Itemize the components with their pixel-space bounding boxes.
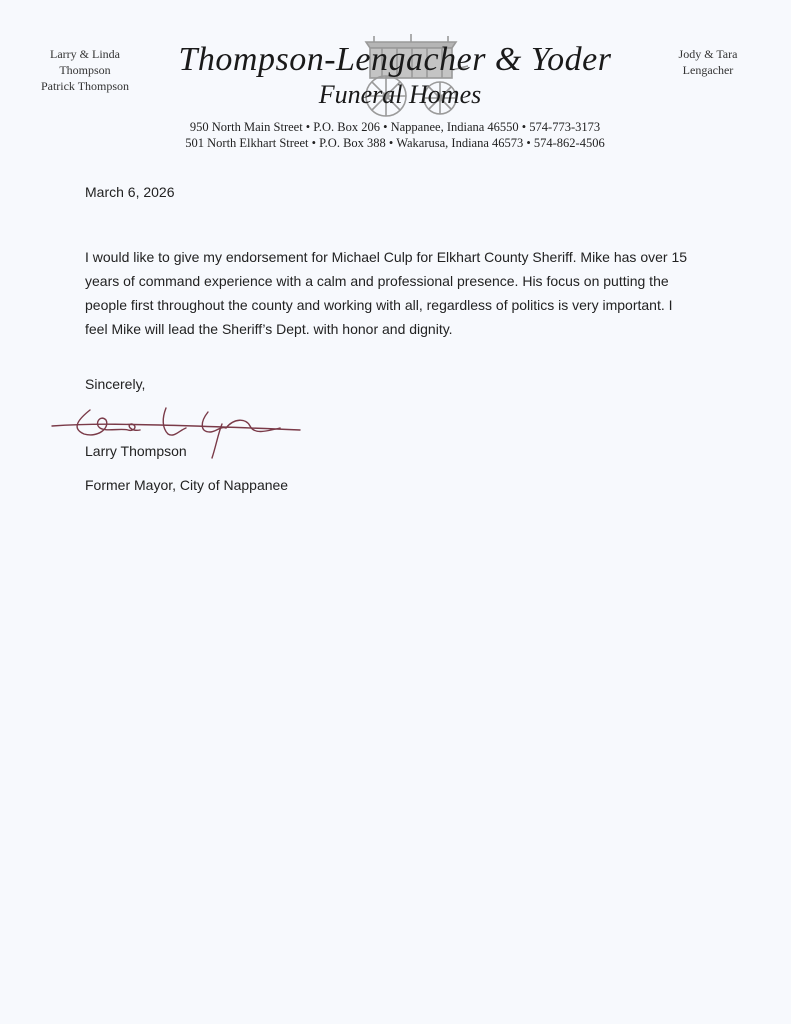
firm-name: Thompson-Lengacher & Yoder (178, 41, 612, 78)
owners-right (648, 46, 768, 78)
owners-left-line: Thompson (59, 63, 111, 77)
address-line-nappanee: 950 North Main Street • P.O. Box 206 • Nappanee, Indiana 46550 • 574-773-3173 (189, 120, 601, 134)
owners-left-line: Larry & Linda (50, 47, 120, 61)
owners-right-line: Lengacher (682, 63, 734, 77)
owners-right-line: Jody & Tara (678, 47, 738, 61)
letter-closing: Sincerely, (85, 376, 146, 392)
signer-title: Former Mayor, City of Nappanee (85, 477, 289, 493)
owners-left-line: Patrick Thompson (40, 79, 130, 93)
address-line-wakarusa: 501 North Elkhart Street • P.O. Box 388 • Wakarusa, Indiana 46573 • 574-862-4506 (185, 136, 605, 150)
owners-left (20, 46, 150, 94)
letter-body: I would like to give my endorsement for Michael Culp for Elkhart County Sheriff. Mike has over 15 years of command experience with a calm and professional presence. His focus on putting the people first throughout the county and working with all, regardless of politics is very important. I feel Mike will lead the Sheriff’s Dept. with honor and dignity. (85, 249, 688, 337)
signer-name: Larry Thompson (85, 443, 187, 459)
letter-date: March 6, 2026 (85, 184, 175, 200)
firm-subtitle: Funeral Homes (318, 80, 482, 109)
